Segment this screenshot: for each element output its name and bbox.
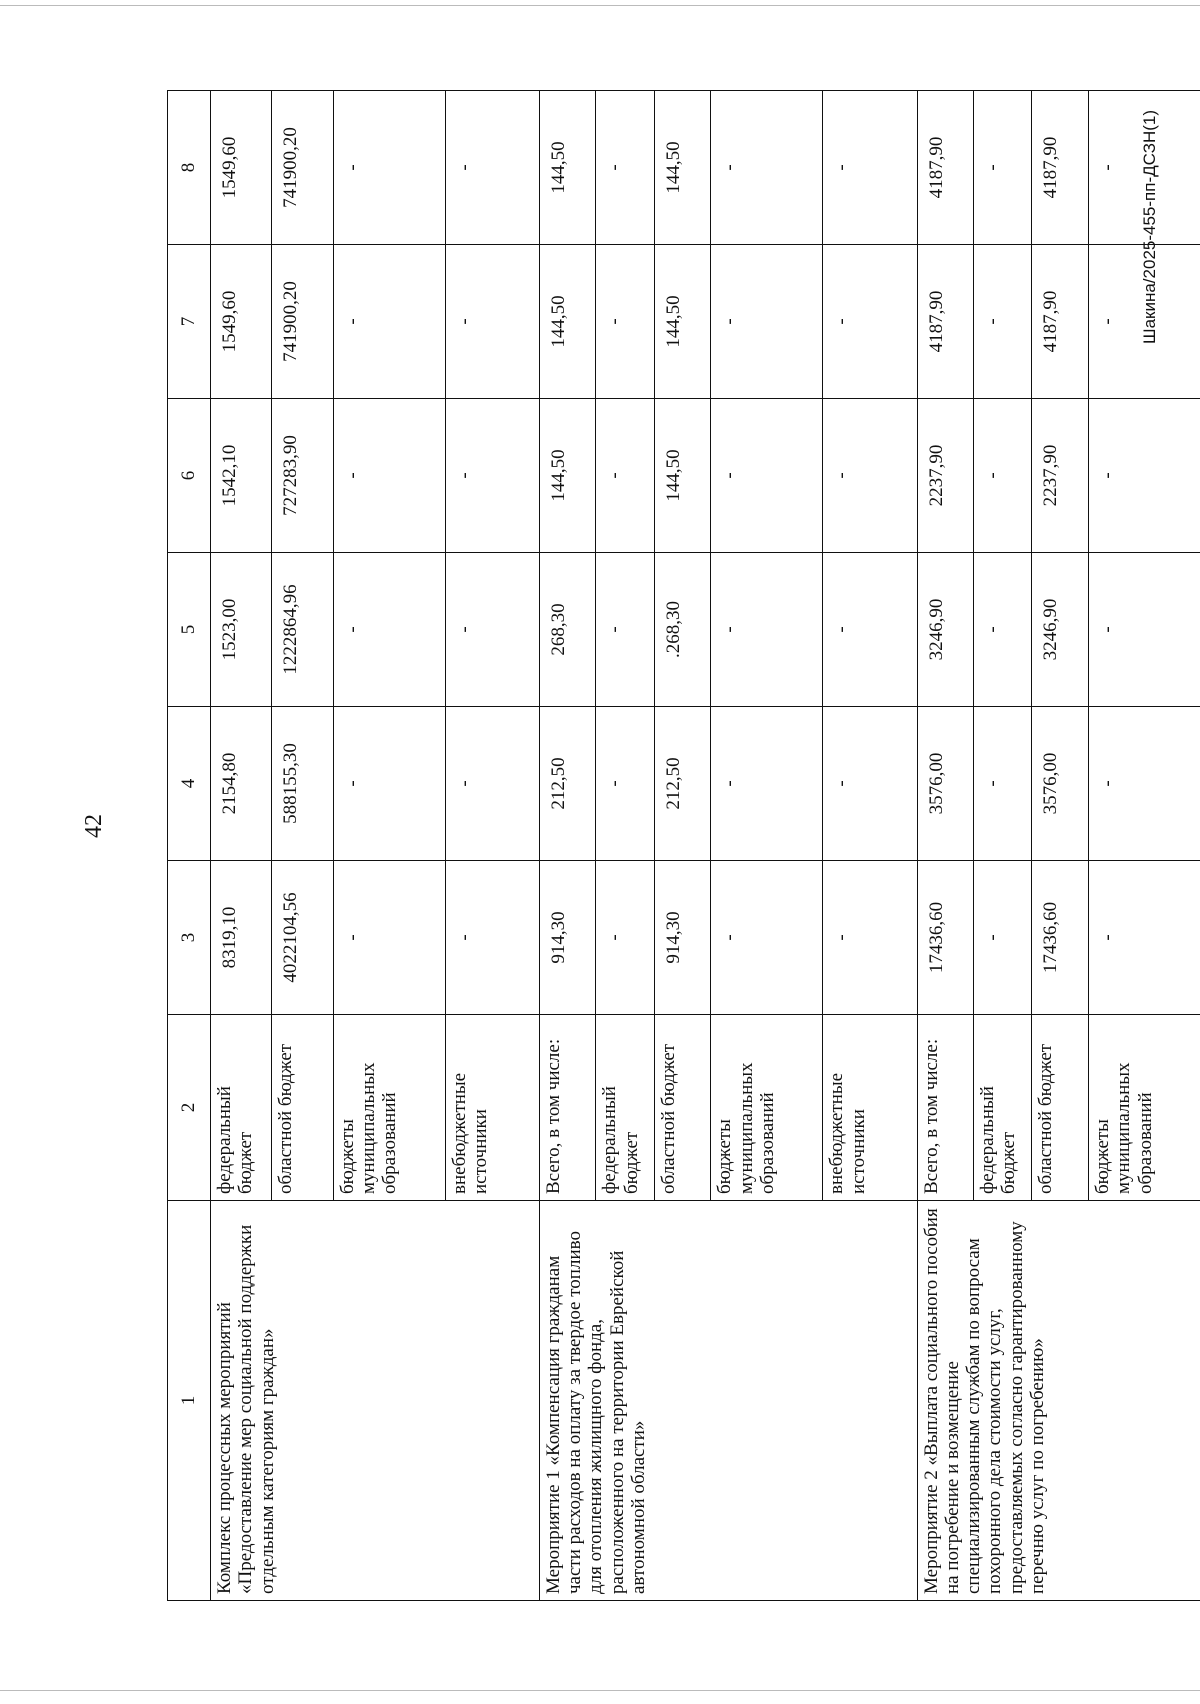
funding-source-cell: областной бюджет (1032, 1015, 1089, 1201)
value-cell: - (974, 553, 1032, 707)
value-cell: 144,50 (654, 399, 711, 553)
value-cell: - (333, 91, 445, 245)
program-name-cell: Мероприятие 2 «Выплата социального пособия на погребение и возмещение специализированным службам по вопросам похоронного дела стоимости услуг, предоставляемых согласно гарантированному перечню услуг по погребению» (917, 1201, 1200, 1601)
value-cell: 4022104,56 (272, 861, 333, 1015)
value-cell: 17436,60 (917, 861, 974, 1015)
funding-source-cell: бюджеты муниципальных образований (333, 1015, 445, 1201)
value-cell: - (823, 861, 917, 1015)
value-cell: - (1089, 553, 1200, 707)
table-row (917, 91, 974, 1601)
value-cell: 1542,10 (211, 399, 272, 553)
header-cell: 2 (168, 1015, 211, 1201)
program-name-cell: Комплекс процессных мероприятий «Предоставление мер социальной поддержки отдельным категориям граждан» (211, 1201, 540, 1601)
value-cell: 4187,90 (917, 245, 974, 399)
budget-table-rotated (167, 91, 1200, 1601)
value-cell: - (445, 399, 539, 553)
funding-source-cell: федеральный бюджет (211, 1015, 272, 1201)
scan-edge-top (0, 5, 1200, 6)
value-cell: - (974, 707, 1032, 861)
value-cell: 914,30 (654, 861, 711, 1015)
value-cell: - (974, 861, 1032, 1015)
value-cell: - (974, 399, 1032, 553)
value-cell: 741900,20 (272, 245, 333, 399)
value-cell: .268,30 (654, 553, 711, 707)
funding-source-cell: областной бюджет (654, 1015, 711, 1201)
value-cell: 212,50 (654, 707, 711, 861)
table-row (539, 91, 596, 1601)
value-cell: - (974, 91, 1032, 245)
value-cell: 1549,60 (211, 245, 272, 399)
header-cell: 8 (168, 91, 211, 245)
value-cell: - (596, 399, 654, 553)
value-cell: 144,50 (654, 91, 711, 245)
value-cell: - (596, 707, 654, 861)
funding-source-cell: бюджеты муниципальных образований (711, 1015, 823, 1201)
value-cell: - (711, 399, 823, 553)
value-cell: 144,50 (539, 399, 596, 553)
value-cell: 144,50 (654, 245, 711, 399)
value-cell: - (333, 861, 445, 1015)
value-cell: 727283,90 (272, 399, 333, 553)
funding-source-cell: Всего, в том числе: (917, 1015, 974, 1201)
value-cell: - (711, 91, 823, 245)
funding-source-cell: внебюджетные источники (445, 1015, 539, 1201)
header-row (168, 91, 211, 1601)
header-cell: 1 (168, 1201, 211, 1601)
value-cell: - (1089, 399, 1200, 553)
value-cell: - (333, 399, 445, 553)
header-cell: 3 (168, 861, 211, 1015)
value-cell: - (445, 707, 539, 861)
header-cell: 5 (168, 553, 211, 707)
value-cell: 8319,10 (211, 861, 272, 1015)
value-cell: 212,50 (539, 707, 596, 861)
header-cell: 7 (168, 245, 211, 399)
value-cell: 268,30 (539, 553, 596, 707)
value-cell: 1523,00 (211, 553, 272, 707)
value-cell: - (596, 553, 654, 707)
value-cell: 2154,80 (211, 707, 272, 861)
value-cell: - (445, 861, 539, 1015)
value-cell: - (1089, 861, 1200, 1015)
value-cell: - (1089, 245, 1200, 399)
value-cell: 2237,90 (1032, 399, 1089, 553)
table-row (211, 91, 272, 1601)
funding-source-cell: Всего, в том числе: (539, 1015, 596, 1201)
funding-source-cell: областной бюджет (272, 1015, 333, 1201)
value-cell: 144,50 (539, 245, 596, 399)
value-cell: 3576,00 (1032, 707, 1089, 861)
page-number: 42 (81, 814, 107, 838)
value-cell: - (823, 245, 917, 399)
value-cell: - (333, 553, 445, 707)
value-cell: - (711, 553, 823, 707)
funding-source-cell: федеральный бюджет (596, 1015, 654, 1201)
document-code: Шакина/2025-455-пп-ДСЗН(1) (1140, 109, 1159, 344)
value-cell: - (445, 91, 539, 245)
value-cell: - (823, 553, 917, 707)
value-cell: - (596, 861, 654, 1015)
value-cell: - (711, 861, 823, 1015)
value-cell: - (711, 707, 823, 861)
value-cell: 4187,90 (1032, 91, 1089, 245)
value-cell: 3576,00 (917, 707, 974, 861)
funding-source-cell: бюджеты муниципальных образований (1089, 1015, 1200, 1201)
funding-source-cell: федеральный бюджет (974, 1015, 1032, 1201)
scan-edge-bottom (0, 1690, 1200, 1691)
funding-source-cell: внебюджетные источники (823, 1015, 917, 1201)
header-cell: 6 (168, 399, 211, 553)
value-cell: - (823, 399, 917, 553)
value-cell: - (1089, 91, 1200, 245)
value-cell: 4187,90 (1032, 245, 1089, 399)
value-cell: 4187,90 (917, 91, 974, 245)
value-cell: - (974, 245, 1032, 399)
value-cell: 1549,60 (211, 91, 272, 245)
value-cell: - (333, 245, 445, 399)
budget-table (167, 90, 1200, 1601)
value-cell: 914,30 (539, 861, 596, 1015)
value-cell: - (596, 245, 654, 399)
value-cell: - (596, 91, 654, 245)
header-cell: 4 (168, 707, 211, 861)
value-cell: 1222864,96 (272, 553, 333, 707)
value-cell: - (445, 553, 539, 707)
value-cell: 3246,90 (1032, 553, 1089, 707)
value-cell: - (1089, 707, 1200, 861)
value-cell: 3246,90 (917, 553, 974, 707)
value-cell: 588155,30 (272, 707, 333, 861)
value-cell: - (823, 91, 917, 245)
value-cell: 17436,60 (1032, 861, 1089, 1015)
value-cell: - (823, 707, 917, 861)
program-name-cell: Мероприятие 1 «Компенсация гражданам части расходов на оплату за твердое топливо для отопления жилищного фонда, расположенного на территории Еврейской автономной области» (539, 1201, 917, 1601)
value-cell: 144,50 (539, 91, 596, 245)
value-cell: - (445, 245, 539, 399)
value-cell: 2237,90 (917, 399, 974, 553)
value-cell: - (711, 245, 823, 399)
value-cell: 741900,20 (272, 91, 333, 245)
value-cell: - (333, 707, 445, 861)
